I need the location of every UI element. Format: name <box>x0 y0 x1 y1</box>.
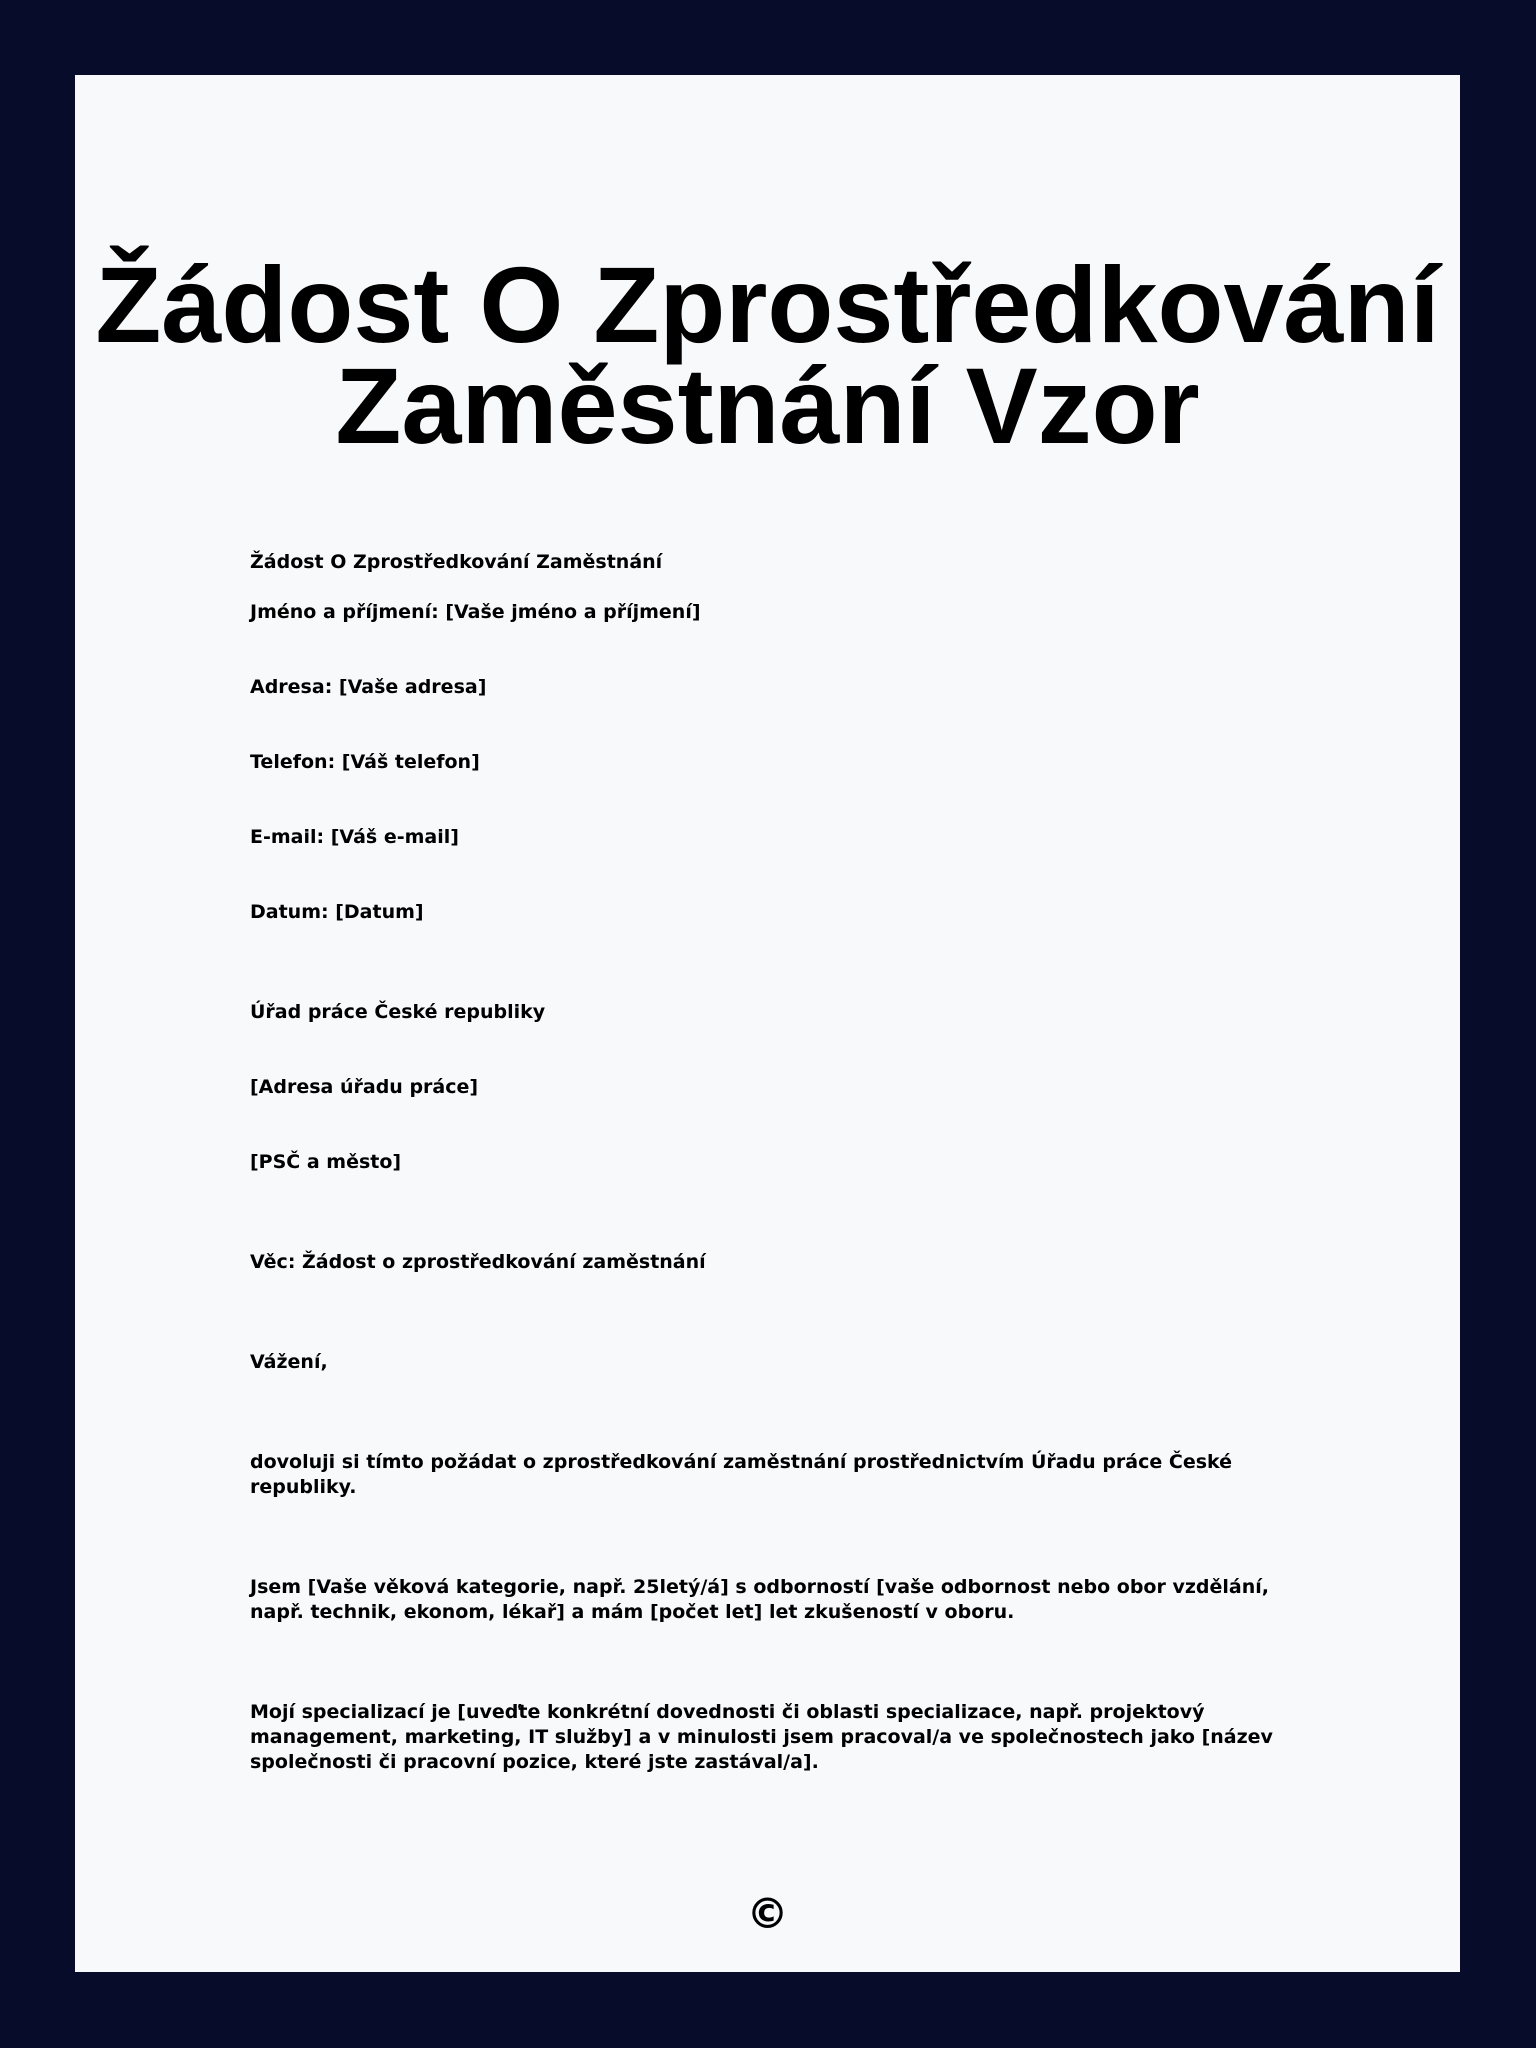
page-title: Žádost O Zprostředkování Zaměstnání Vzor <box>95 244 1440 466</box>
sender-address: Adresa: [Vaše adresa] <box>250 676 487 698</box>
letter-heading: Žádost O Zprostředkování Zaměstnání <box>250 551 663 573</box>
letter-subject: Věc: Žádost o zprostředkování zaměstnání <box>250 1251 706 1273</box>
sender-name: Jméno a příjmení: [Vaše jméno a příjmení] <box>250 601 701 623</box>
letter-body <box>250 550 1310 1775</box>
recipient-city: [PSČ a město] <box>250 1151 402 1173</box>
document-page <box>75 75 1460 1972</box>
sender-email: E-mail: [Váš e-mail] <box>250 826 459 848</box>
letter-salutation: Vážení, <box>250 1351 328 1373</box>
letter-paragraph: Mojí specializací je [uveďte konkrétní dovednosti či oblasti specializace, např. projektový management, marketing, IT služby] a v minulosti jsem pracoval/a ve společnostech jako [název společnosti či pracovní pozice, které jste zastával/a]. <box>250 1701 1273 1773</box>
letter-date: Datum: [Datum] <box>250 901 424 923</box>
letter-paragraph: dovoluji si tímto požádat o zprostředkování zaměstnání prostřednictvím Úřadu práce České republiky. <box>250 1451 1233 1498</box>
letter-paragraph: Jsem [Vaše věková kategorie, např. 25letý/á] s odborností [vaše odbornost nebo obor vzdělání, např. technik, ekonom, lékař] a mám [počet let] let zkušeností v oboru. <box>250 1576 1269 1623</box>
recipient-office: Úřad práce České republiky <box>250 1001 546 1023</box>
copyright-symbol: © <box>746 1889 789 1938</box>
sender-phone: Telefon: [Váš telefon] <box>250 751 480 773</box>
recipient-address: [Adresa úřadu práce] <box>250 1076 479 1098</box>
